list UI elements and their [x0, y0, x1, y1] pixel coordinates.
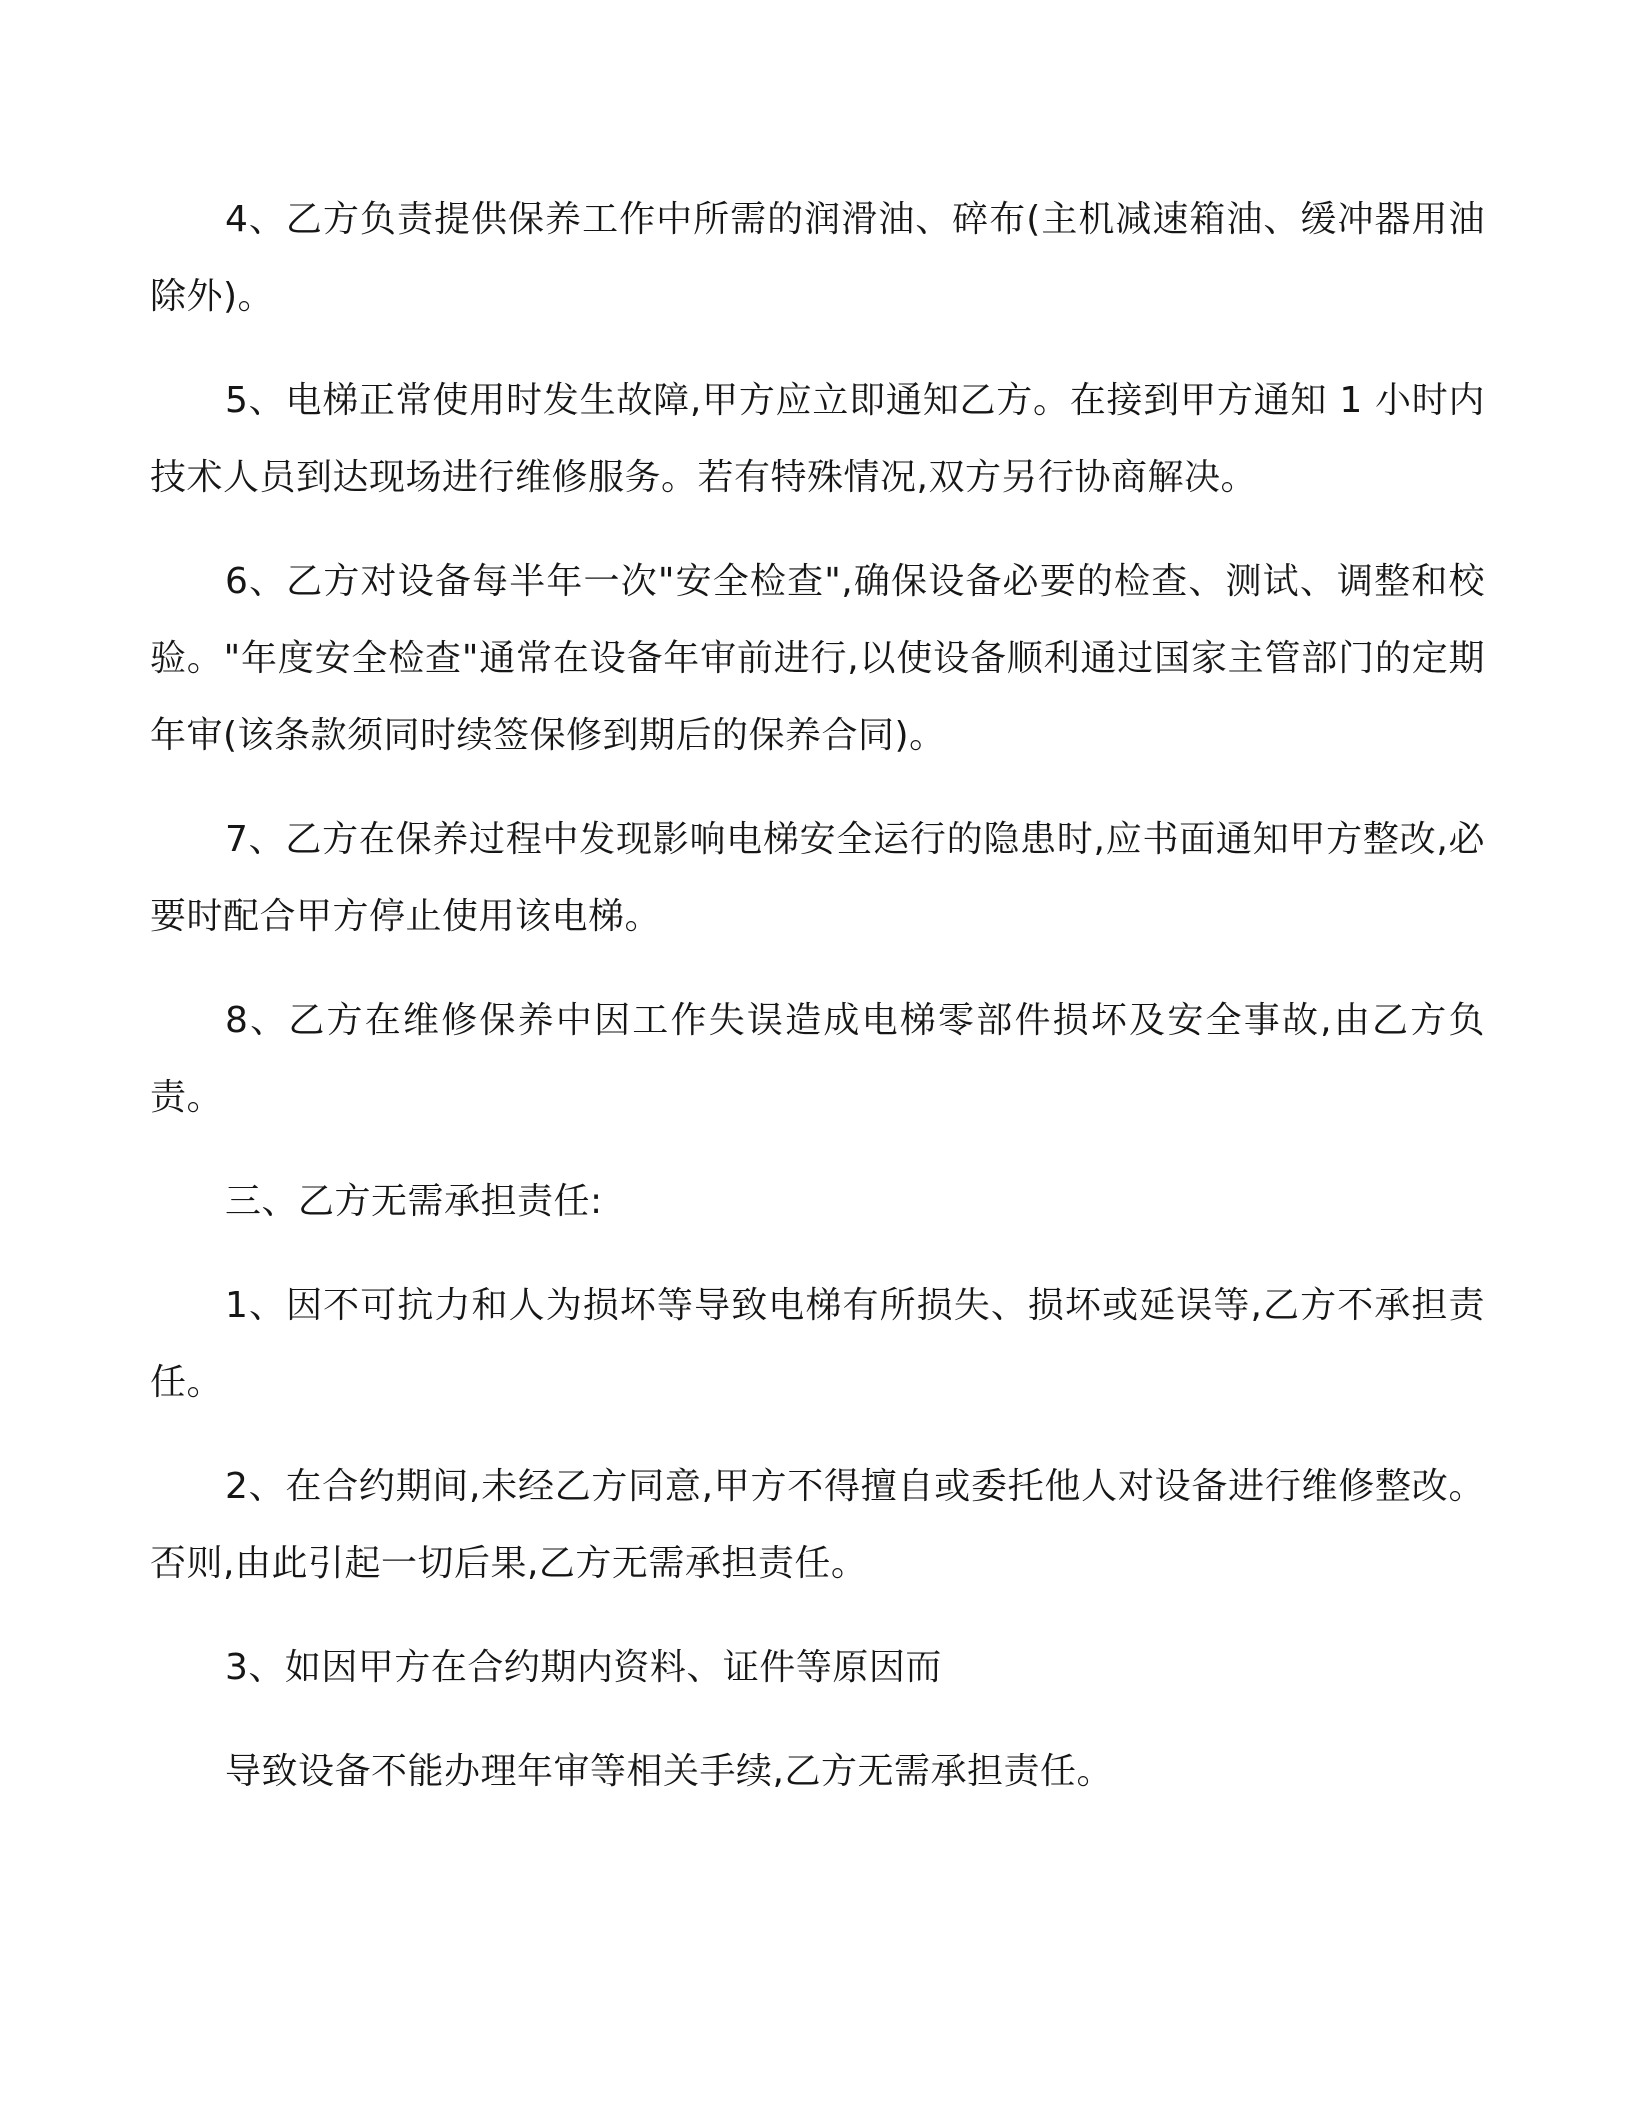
section-3-clause-3-continuation: 导致设备不能办理年审等相关手续,乙方无需承担责任。: [225, 1751, 1113, 1792]
clause-7-paragraph: 7、乙方在保养过程中发现影响电梯安全运行的隐患时,应书面通知甲方整改,必要时配合甲方停止使用该电梯。: [150, 819, 1485, 937]
section-3-clause-1-paragraph: 1、因不可抗力和人为损坏等导致电梯有所损失、损坏或延误等,乙方不承担责任。: [150, 1285, 1485, 1403]
clause-6-paragraph: 6、乙方对设备每半年一次"安全检查",确保设备必要的检查、测试、调整和校验。"年度安全检查"通常在设备年审前进行,以使设备顺利通过国家主管部门的定期年审(该条款须同时续签保修到期后的保养合同)。: [150, 561, 1485, 756]
section-3-clause-3-paragraph: 3、如因甲方在合约期内资料、证件等原因而: [225, 1647, 942, 1688]
clause-5-paragraph: 5、电梯正常使用时发生故障,甲方应立即通知乙方。在接到甲方通知 1 小时内技术人员到达现场进行维修服务。若有特殊情况,双方另行协商解决。: [150, 380, 1485, 498]
section-3-clause-2-paragraph: 2、在合约期间,未经乙方同意,甲方不得擅自或委托他人对设备进行维修整改。否则,由此引起一切后果,乙方无需承担责任。: [150, 1466, 1485, 1584]
section-3-heading: 三、乙方无需承担责任:: [225, 1181, 603, 1222]
document-body: [150, 181, 1485, 1837]
clause-4-paragraph: 4、乙方负责提供保养工作中所需的润滑油、碎布(主机减速箱油、缓冲器用油除外)。: [150, 199, 1485, 317]
clause-8-paragraph: 8、乙方在维修保养中因工作失误造成电梯零部件损坏及安全事故,由乙方负责。: [150, 1000, 1485, 1118]
